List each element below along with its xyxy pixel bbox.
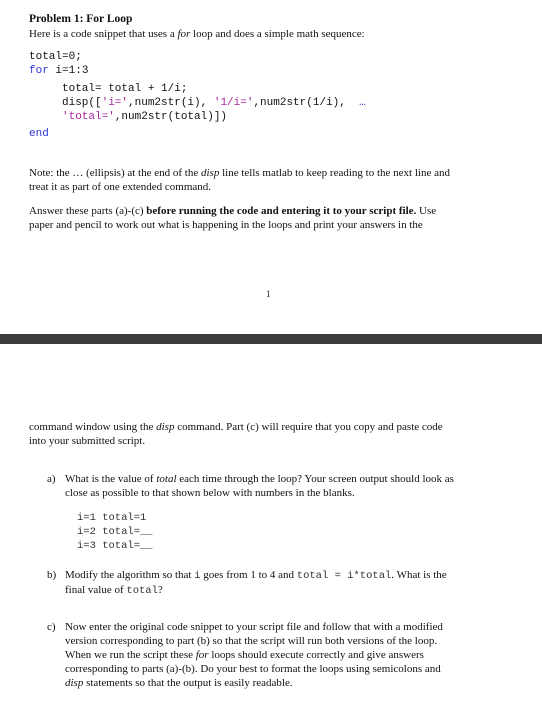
answer-text: Answer these parts (a)-(c) <box>29 205 147 217</box>
part-c-emphasis: disp <box>65 677 84 689</box>
note-line-2: treat it as part of one extended command. <box>29 181 212 193</box>
part-a-emphasis: total <box>156 473 177 485</box>
part-b-text: final value of <box>65 584 127 596</box>
part-b-text-end: ? <box>157 584 163 596</box>
part-c-label: c) <box>47 621 56 633</box>
part-b-label: b) <box>47 569 57 581</box>
continuation-line-1 <box>29 420 443 434</box>
part-c-text-end: loops should execute correctly and give answers <box>208 649 424 661</box>
output-line-1: i=1 total=1 <box>77 512 147 524</box>
part-a-text: What is the value of <box>65 473 157 485</box>
code-ellipsis: … <box>359 97 366 109</box>
note-line-1 <box>29 166 450 180</box>
answer-bold: before running the code and entering it to your script file. <box>146 205 417 217</box>
code-line-4 <box>62 96 366 110</box>
part-b-code: total <box>126 585 158 597</box>
part-b-code: i <box>194 570 201 582</box>
code-line-2-rest: i=1:3 <box>48 65 89 77</box>
answer-line-2: paper and pencil to work out what is happening in the loops and print your answers in the <box>29 219 423 231</box>
continuation-line-2: into your submitted script. <box>29 435 146 447</box>
cont-emphasis: disp <box>156 421 175 433</box>
code-seg: disp([ <box>62 97 102 109</box>
part-c-text-end: statements so that the output is easily readable. <box>83 677 293 689</box>
code-line-1: total=0; <box>29 51 82 63</box>
intro-text-end: loop and does a simple math sequence: <box>190 28 365 40</box>
intro-emphasis: for <box>177 28 191 40</box>
part-a-label: a) <box>47 473 56 485</box>
part-c-line-3 <box>65 648 424 663</box>
part-c-emphasis: for <box>195 649 209 661</box>
problem-title-text: Problem 1: For Loop <box>29 13 133 25</box>
part-c-line-1: Now enter the original code snippet to your script file and follow that with a modified <box>65 621 443 633</box>
part-b-text-end: . What is the <box>391 569 447 581</box>
code-string: '1/i=' <box>213 97 254 109</box>
code-line-3: total= total + 1/i; <box>62 83 188 95</box>
code-keyword-for: for <box>29 65 49 77</box>
code-seg: ,num2str(i), <box>128 97 214 109</box>
note-emphasis: disp <box>200 167 220 179</box>
page-1 <box>0 0 542 334</box>
part-a-line-1 <box>65 472 454 487</box>
answer-text-end: Use <box>416 205 437 217</box>
cont-text: command window using the <box>29 421 157 433</box>
code-line-5 <box>62 110 227 124</box>
part-c-line-5 <box>65 676 293 691</box>
output-line-3: i=3 total=__ <box>77 540 153 552</box>
page-separator <box>0 334 542 344</box>
note-text: Note: the … (ellipsis) at the end of the <box>29 167 201 179</box>
code-string: 'i=' <box>101 97 129 109</box>
note-text-end: line tells matlab to keep reading to the next line and <box>219 167 450 179</box>
code-line-6: end <box>29 128 49 140</box>
intro-line <box>29 27 365 41</box>
part-a-text-end: each time through the loop? Your screen output should look as <box>176 473 454 485</box>
code-string: 'total=' <box>62 111 115 123</box>
output-line-2: i=2 total=__ <box>77 526 153 538</box>
part-b-line-2 <box>65 583 163 599</box>
problem-title <box>29 12 132 26</box>
part-c-line-2: version corresponding to part (b) so that the script will run both versions of the loop. <box>65 635 438 647</box>
answer-line-1 <box>29 204 436 218</box>
part-b-line-1 <box>65 568 447 584</box>
part-b-text-mid: goes from 1 to 4 and <box>200 569 297 581</box>
part-b-code: total = i*total <box>296 570 392 582</box>
part-c-text: When we run the script these <box>65 649 196 661</box>
part-b-text: Modify the algorithm so that <box>65 569 195 581</box>
cont-text-end: command. Part (c) will require that you copy and paste code <box>174 421 443 433</box>
code-seg: ,num2str(1/i), <box>253 97 353 109</box>
page-2 <box>0 344 542 711</box>
code-line-2 <box>29 64 88 78</box>
code-seg: ,num2str(total)]) <box>114 111 228 123</box>
part-a-line-2: close as possible to that shown below with numbers in the blanks. <box>65 487 355 499</box>
page-number: 1 <box>266 289 271 299</box>
part-c-line-4: corresponding to parts (a)-(b). Do your best to format the loops using semicolons and <box>65 663 441 675</box>
intro-text: Here is a code snippet that uses a <box>29 28 178 40</box>
